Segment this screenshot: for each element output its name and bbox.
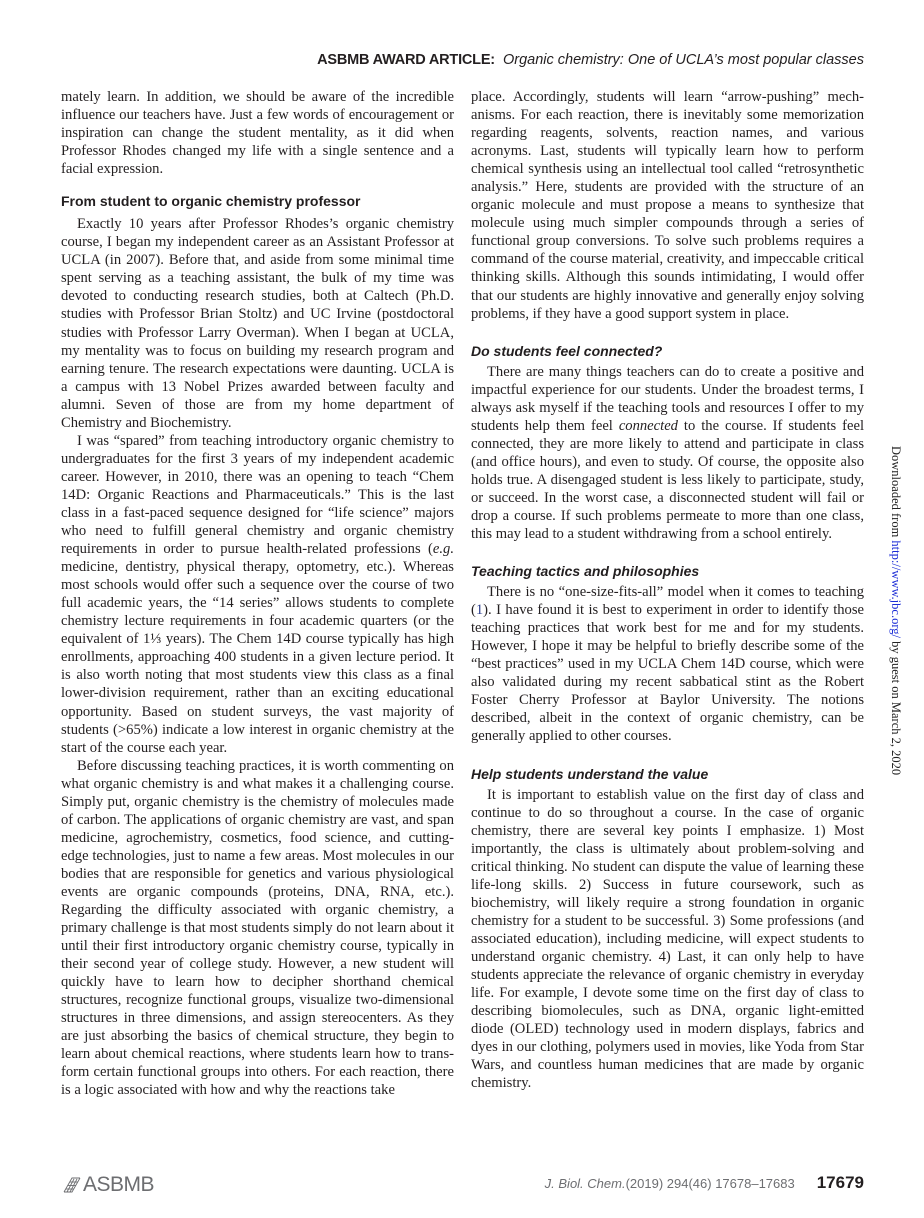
- emphasis: e.g.: [432, 541, 454, 558]
- paragraph: mately learn. In addition, we should be aware of the incredible influence our teachers have. Just a few words of encouragement or inspiration can change the student mentality, as it did when Professor Rhodes changed my life with a single sentence and a facial expression.: [61, 89, 454, 178]
- section-heading: From student to organic chemistry professor: [61, 193, 361, 210]
- text-run: I was “spared” from teaching introductory organic chemistry to undergraduates for the first 3 years of my independent academic career. However, in 2010, there was an opening to teach “Chem 14D: Organic Reactions and Pharmaceuticals.” This is the last class in a fast-paced sequence designed for “life science” majors who need to fulfill general chemistry and organic chemistry requirements in order to pursue health-related professions (: [61, 432, 454, 558]
- paragraph: [61, 432, 454, 757]
- asbmb-logo: [62, 1173, 154, 1197]
- page-number: 17679: [816, 1173, 864, 1192]
- citation-details: (2019) 294(46) 17678–17683: [625, 1176, 795, 1191]
- subsection-heading: Help students understand the value: [471, 765, 709, 782]
- running-title: Organic chemistry: One of UCLA’s most popular classes: [502, 52, 864, 68]
- text-run: ). I have found it is best to experiment in order to identify those teaching practices that work best for me and for my students. However, I hope it may be helpful to briefly describe some of the “best practices” used in my UCLA Chem 14D course, which were also validated during my recent sabbatical stint as the Robert Foster Cherry Professor at Baylor University. The notions described, albeit in the context of organic chemistry, can be generally applied to other courses.: [471, 602, 864, 745]
- article-type-label: ASBMB AWARD ARTICLE:: [317, 52, 495, 68]
- text-run: There is no “one-size-fits-all” model when it comes to teaching (: [471, 584, 864, 619]
- left-column: [61, 88, 454, 1100]
- text-run: to the course. If students feel connected, they are more likely to attend and participate in class (and office hours), and even to study. Of course, the opposite also holds true. A disengaged student is less likely to participate, study, or succeed. In the worst case, a disconnected student will fail or drop a course. If such problems permeate to more than one class, this may lead to a student withdrawing from a school entirely.: [471, 417, 865, 543]
- paragraph: [471, 583, 864, 745]
- paragraph: It is important to establish value on the first day of class and continue to do so throughout a course. In the case of organic chemistry, there are several key points I emphasize. 1) Most importantly, the class is ultimately about problem-solving and critical thinking. No student can dispute the value of learning these life-long skills. 2) Success in future coursework, such as biochemistry, will likely require a strong foundation in organic chemistry for a student to be successful. 3) Some professions (and associated education), including medicine, will expect students to understand organic chemistry. 4) Last, it can only help to have students appreciate the relevance of organic chemistry in everyday life. For example, I devote some time on the first day of class to describing biomolecules, such as DNA, organic light-emitted diode (OLED) technology used in modern displays, fabrics and dyes in our clothing, polymers used in movies, like Yoda from Star Wars, and countless human medicines that are made by organic chemistry.: [471, 786, 864, 1092]
- jbc-link[interactable]: http://www.jbc.org/: [889, 540, 903, 638]
- emphasis: connected: [618, 417, 678, 434]
- download-notice: [888, 446, 903, 775]
- text-run: There are many things teachers can do to create a positive and impactful experience for our students. Under the broadest terms, I always ask myself if the teaching tools and resources I offer to my students help them feel: [471, 363, 864, 434]
- journal-name: J. Biol. Chem.: [544, 1176, 626, 1191]
- paragraph: place. Accordingly, students will learn “arrow-pushing” mechanisms. For each reaction, there is inevitably some memorization regarding reagents, solvents, reaction names, and various acronyms. Last, students will typically learn how to perform chemical synthesis using an intellectual tool called “retrosynthetic analysis.” Here, students are provided with the structure of an organic molecule and must propose a means to synthesize that molecule using much simpler compounds through a series of functional group conversions. To solve such problems requires a command of the course material, creativity, and impeccable critical thinking skills. Although this sounds intimidating, I would offer that our students are highly innovative and generally enjoy solving problems, if they have a good support system in place.: [471, 89, 864, 322]
- helix-icon: [62, 1176, 82, 1194]
- download-notice-prefix: Downloaded from: [889, 446, 903, 541]
- text-run: medicine, dentistry, physical therapy, optometry, etc.). Whereas most schools would offer such a sequence over the course of two full academic years, the “14 series” allows students to complete chemistry lecture requirements in four academic quarters (or the equivalent of 1⅓ years). The Chem 14D course typically has high enrollments, approaching 400 students in a given lecture period. It is also worth noting that most students view this class as a final lower-division requirement, rather than an exciting educational opportunity. Based on student surveys, the vast majority of students (>65%) indicate a low interest in organic chemistry at the start of the course each year.: [61, 559, 454, 756]
- subsection-heading: Teaching tactics and philosophies: [471, 563, 700, 580]
- download-notice-suffix: by guest on March 2, 2020: [889, 638, 903, 776]
- running-head: [317, 52, 864, 68]
- right-column: [471, 88, 864, 1092]
- reference-link[interactable]: 1: [475, 602, 484, 619]
- logo-text: ASBMB: [83, 1173, 155, 1196]
- paragraph: Before discussing teaching practices, it is worth commenting on what organic chemistry is and what makes it a challenging course. Simply put, organic chemistry is the chemistry of molecules made of carbon. The applications of organic chemistry are vast, and span medicine, agrochemistry, cosmetics, food science, and cutting-edge technologies, just to name a few areas. Most molecules in our bodies that are responsible for genetics and various physiological events are organic compounds (proteins, DNA, RNA, etc.). Regarding the difficulty associated with organic chemistry, a primary challenge is that most students simply do not learn about it until their first introductory organic chemistry course, typically in their second year of college study. However, a new student will quickly have to learn how to decipher shorthand chemical structures, recognize functional groups, visualize two-dimensional structures in three dimensions, and assign stereocenters. As they are just absorbing the basics of chemical structure, they begin to learn about chemical reactions, where students learn how to transform certain functional groups into others. For each reaction, there is a logic associated with how and why the reactions take: [61, 757, 454, 1099]
- footer-citation: [545, 1173, 864, 1193]
- paragraph: Exactly 10 years after Professor Rhodes’s organic chemistry course, I began my independent career as an Assistant Professor at UCLA (in 2007). Before that, and aside from some minimal time spent serving as a teaching assistant, the bulk of my time was devoted to conducting research studies, both at Caltech (Ph.D. studies with Professor Brian Stoltz) and UC Irvine (postdoctoral studies with Professor Larry Overman). When I began at UCLA, my mentality was to focus on building my research program and earning tenure. The research expectations were daunting. UCLA is a campus with 13 Nobel Prizes awarded between faculty and alumni. Seven of those are from my home department of Chemistry and Biochemistry.: [61, 216, 454, 431]
- paragraph: [471, 363, 864, 543]
- subsection-heading: Do students feel connected?: [471, 342, 663, 359]
